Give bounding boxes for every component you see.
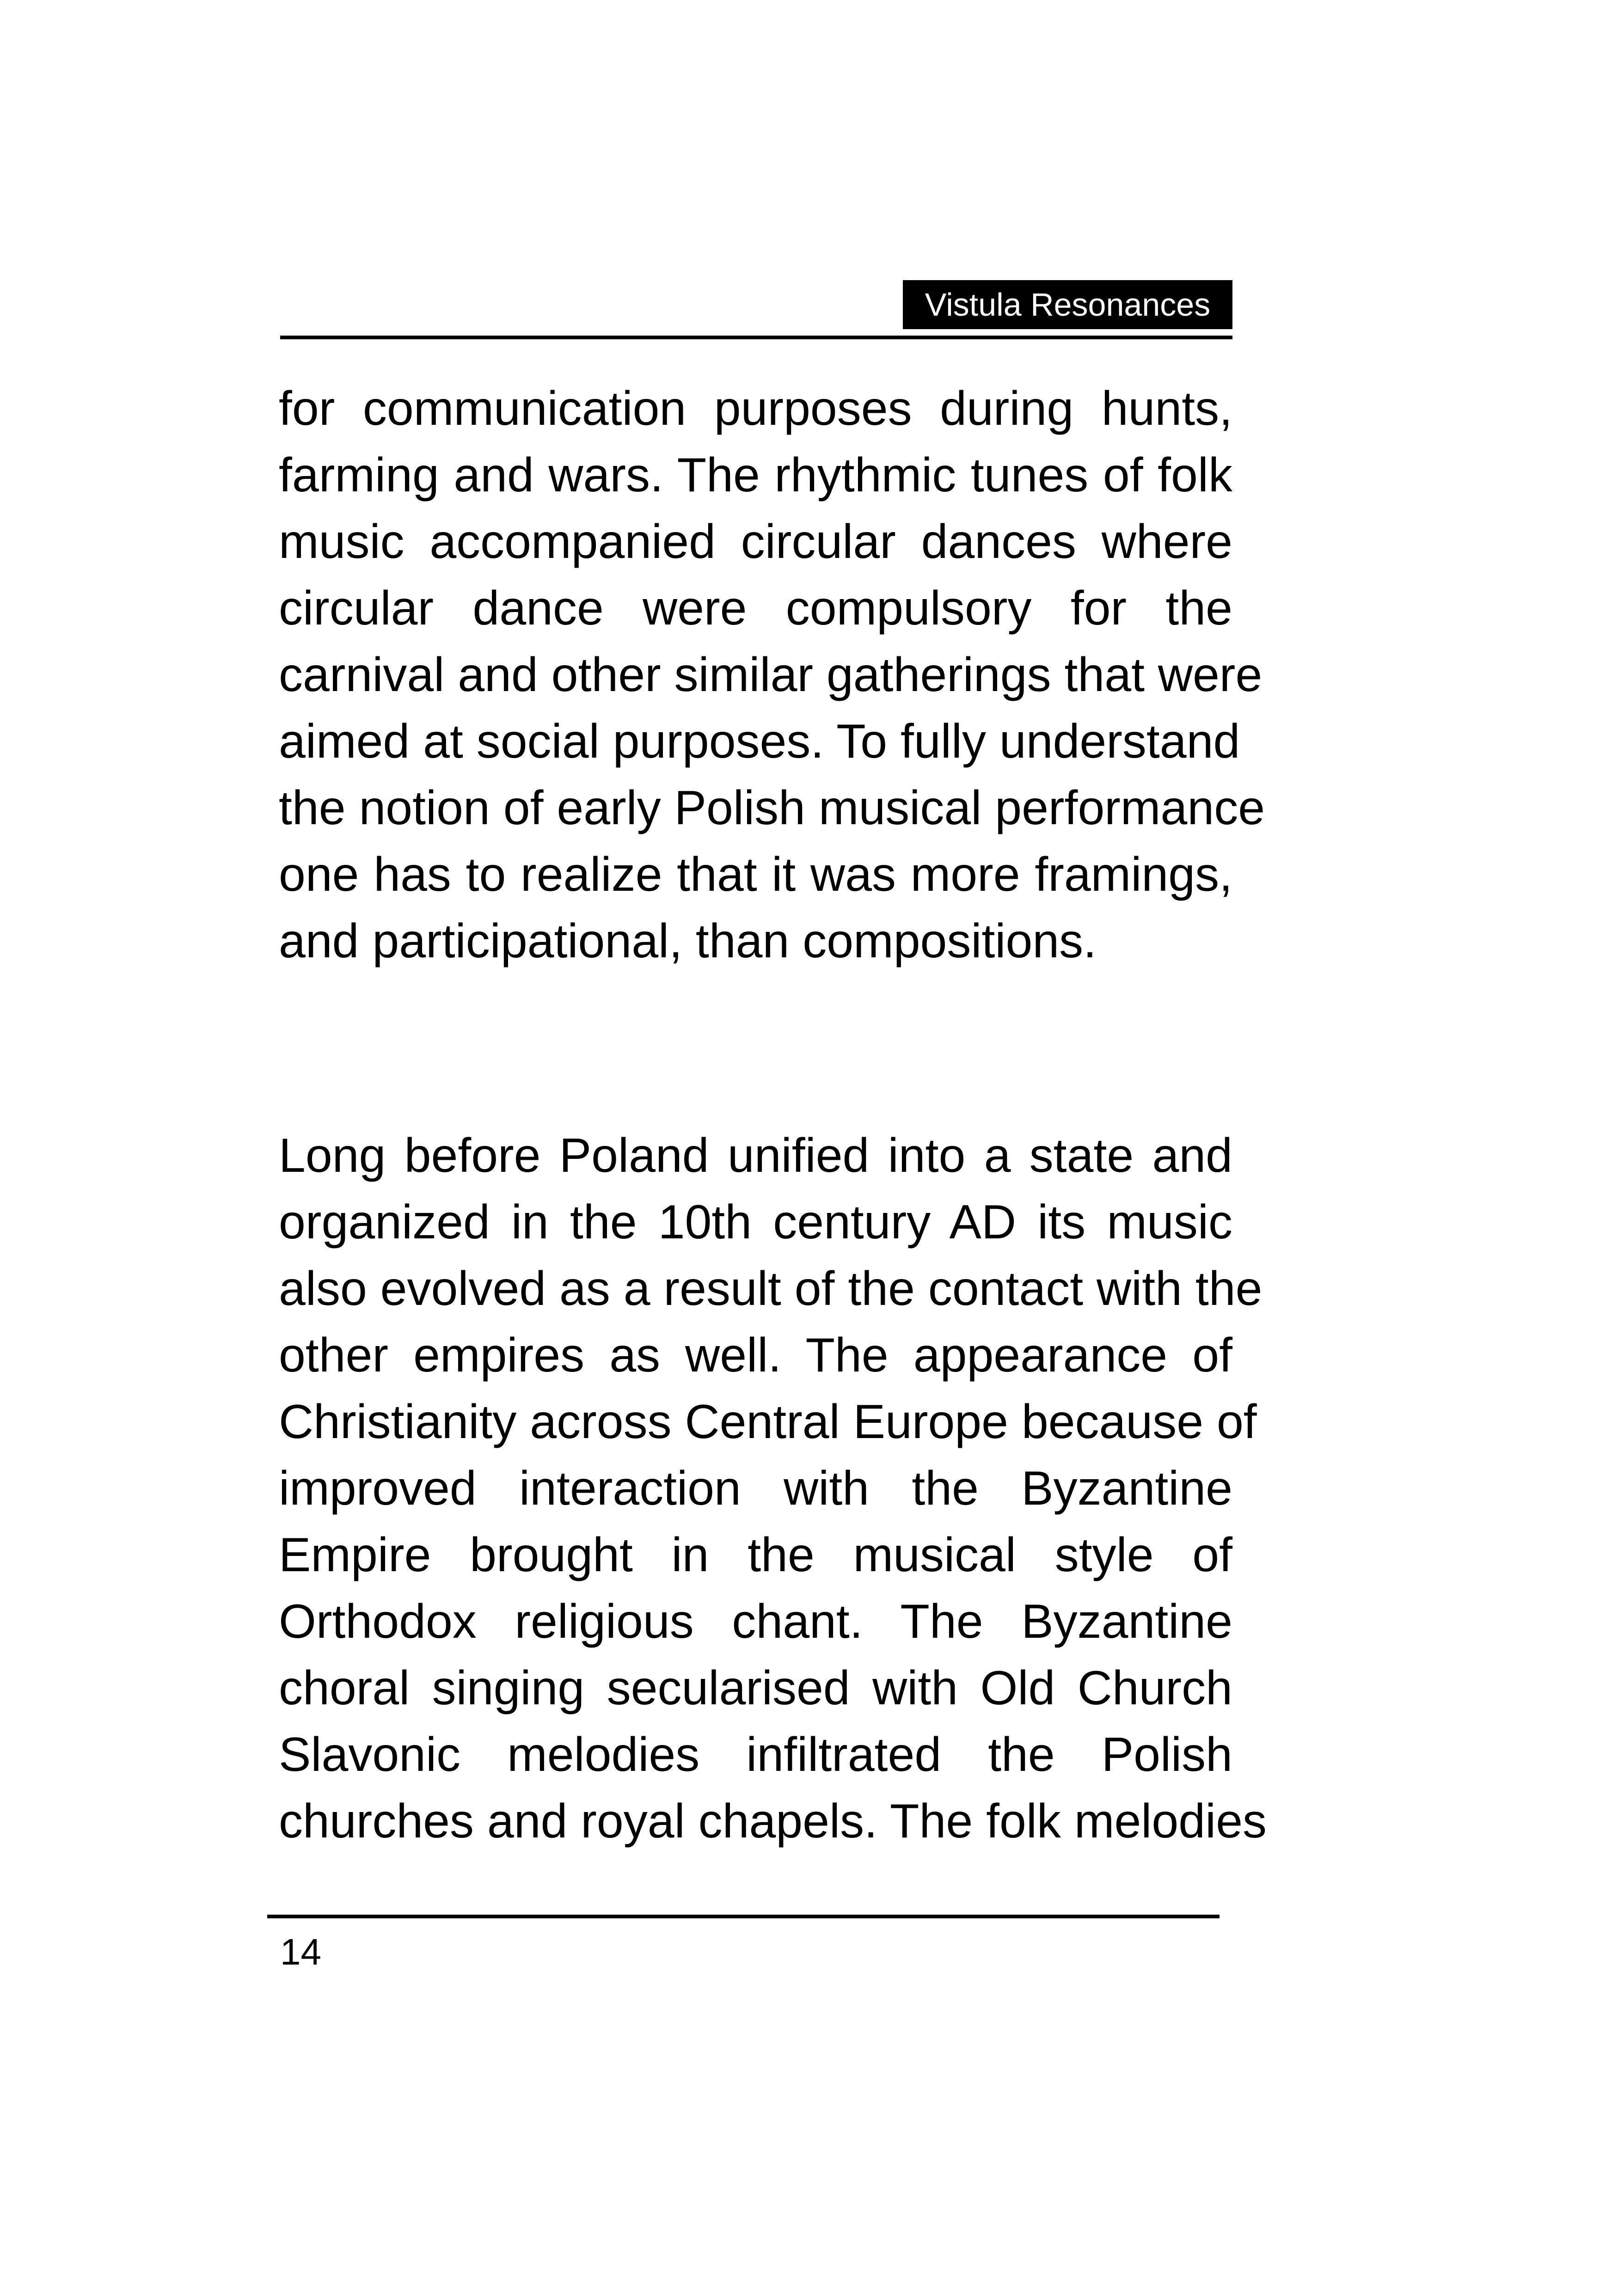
text-line: Orthodox religious chant. The Byzantine <box>279 1595 1232 1648</box>
text-line: organized in the 10th century AD its music <box>279 1195 1232 1249</box>
text-line: one has to realize that it was more framings, <box>279 848 1232 901</box>
text-line: churches and royal chapels. The folk melodies <box>279 1794 1267 1848</box>
text-line: improved interaction with the Byzantine <box>279 1462 1232 1515</box>
text-line: the notion of early Polish musical performance <box>279 781 1265 835</box>
text-line: Slavonic melodies infiltrated the Polish <box>279 1728 1232 1782</box>
body-paragraph-2 <box>279 1122 1267 1855</box>
text-line: carnival and other similar gatherings that were <box>279 648 1263 702</box>
text-line: circular dance were compulsory for the <box>279 582 1232 635</box>
text-line: Christianity across Central Europe because of <box>279 1395 1257 1449</box>
text-line: Empire brought in the musical style of <box>279 1528 1232 1582</box>
text-line: also evolved as a result of the contact with the <box>279 1262 1263 1316</box>
footer-divider <box>267 1915 1220 1918</box>
text-line: Long before Poland unified into a state and <box>279 1129 1232 1182</box>
header-divider <box>280 336 1232 339</box>
text-line: choral singing secularised with Old Church <box>279 1661 1232 1715</box>
body-paragraph-1 <box>279 375 1265 974</box>
running-header-title: Vistula Resonances <box>903 280 1232 329</box>
text-line: aimed at social purposes. To fully understand <box>279 715 1240 768</box>
text-line: and participational, than compositions. <box>279 914 1097 968</box>
text-line: other empires as well. The appearance of <box>279 1329 1232 1382</box>
text-line: farming and wars. The rhythmic tunes of folk <box>279 448 1232 502</box>
page-number: 14 <box>280 1931 321 1972</box>
text-line: music accompanied circular dances where <box>279 515 1232 569</box>
text-line: for communication purposes during hunts, <box>279 382 1232 435</box>
